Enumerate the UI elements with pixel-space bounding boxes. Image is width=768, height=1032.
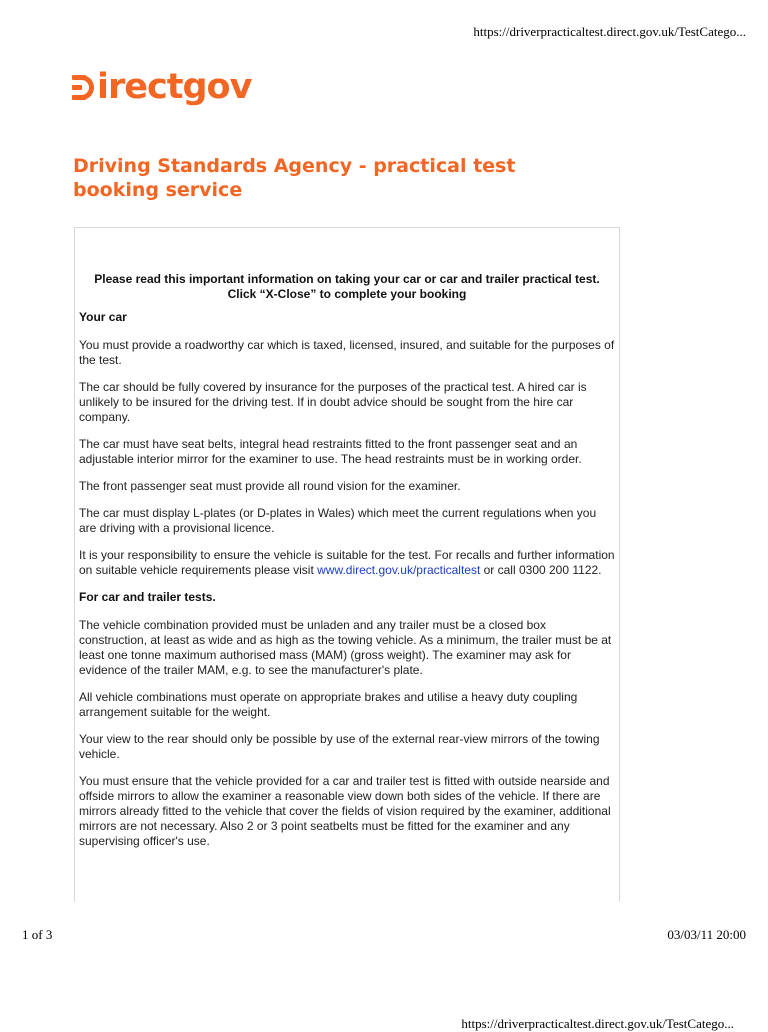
paragraph: The car must display L-plates (or D-plates in Wales) which meet the current regulations when you are driving with a provisional licence. (79, 506, 597, 535)
paragraph: The car should be fully covered by insurance for the purposes of the practical test. A hired car is unlikely to be insured for the driving test. If in doubt advice should be sought from the hire car company. (79, 380, 587, 424)
logo-text: irectgov (97, 67, 252, 107)
directgov-logo[interactable] (72, 67, 252, 107)
paragraph-text: It is your responsibility to ensure the vehicle is suitable for the test. For recalls and further information on suitable vehicle requirements please visit (79, 548, 615, 577)
panel-heading: Please read this important information on taking your car or car and trailer practical test. Click “X-Close” to complete your booking (94, 272, 600, 301)
page-count: 1 of 3 (22, 927, 53, 942)
paragraph: Your view to the rear should only be possible by use of the external rear-view mirrors of the towing vehicle. (79, 732, 600, 761)
print-header-url: https://driverpracticaltest.direct.gov.uk/TestCatego... (473, 24, 746, 39)
paragraph-responsibility (79, 548, 615, 578)
practicaltest-link[interactable]: www.direct.gov.uk/practicaltest (317, 563, 481, 577)
section-title-trailer-tests: For car and trailer tests. (79, 590, 216, 604)
paragraph: You must provide a roadworthy car which is taxed, licensed, insured, and suitable for the purposes of the test. (79, 338, 615, 367)
paragraph: The car must have seat belts, integral head restraints fitted to the front passenger seat and an adjustable interior mirror for the examiner to use. The head restraints must be in working order. (79, 437, 582, 466)
information-panel (74, 227, 620, 902)
directgov-logo-mark-icon (72, 73, 96, 102)
paragraph-text: or call 0300 200 1122. (480, 563, 602, 577)
paragraph: The vehicle combination provided must be unladen and any trailer must be a closed box construction, at least as wide and as high as the towing vehicle. As a minimum, the trailer must be at least one tonne maximum authorised mass (MAM) (gross weight). The examiner may ask for evidence of the trailer MAM, e.g. to see the manufacturer's plate. (79, 618, 612, 677)
section-title-your-car: Your car (79, 310, 127, 324)
next-page-url: https://driverpracticaltest.direct.gov.uk/TestCatego... (461, 1016, 734, 1031)
paragraph: The front passenger seat must provide all round vision for the examiner. (79, 479, 461, 493)
print-datetime: 03/03/11 20:00 (667, 927, 746, 942)
paragraph: You must ensure that the vehicle provided for a car and trailer test is fitted with outside nearside and offside mirrors to allow the examiner a reasonable view down both sides of the vehicle. If there are mirrors already fitted to the vehicle that cover the fields of vision required by the examiner, additional mirrors are not necessary. Also 2 or 3 point seatbelts must be fitted for the examiner and any supervising officer's use. (79, 774, 611, 848)
page-title: Driving Standards Agency - practical test booking service (73, 155, 516, 201)
paragraph: All vehicle combinations must operate on appropriate brakes and utilise a heavy duty coupling arrangement suitable for the weight. (79, 690, 578, 719)
